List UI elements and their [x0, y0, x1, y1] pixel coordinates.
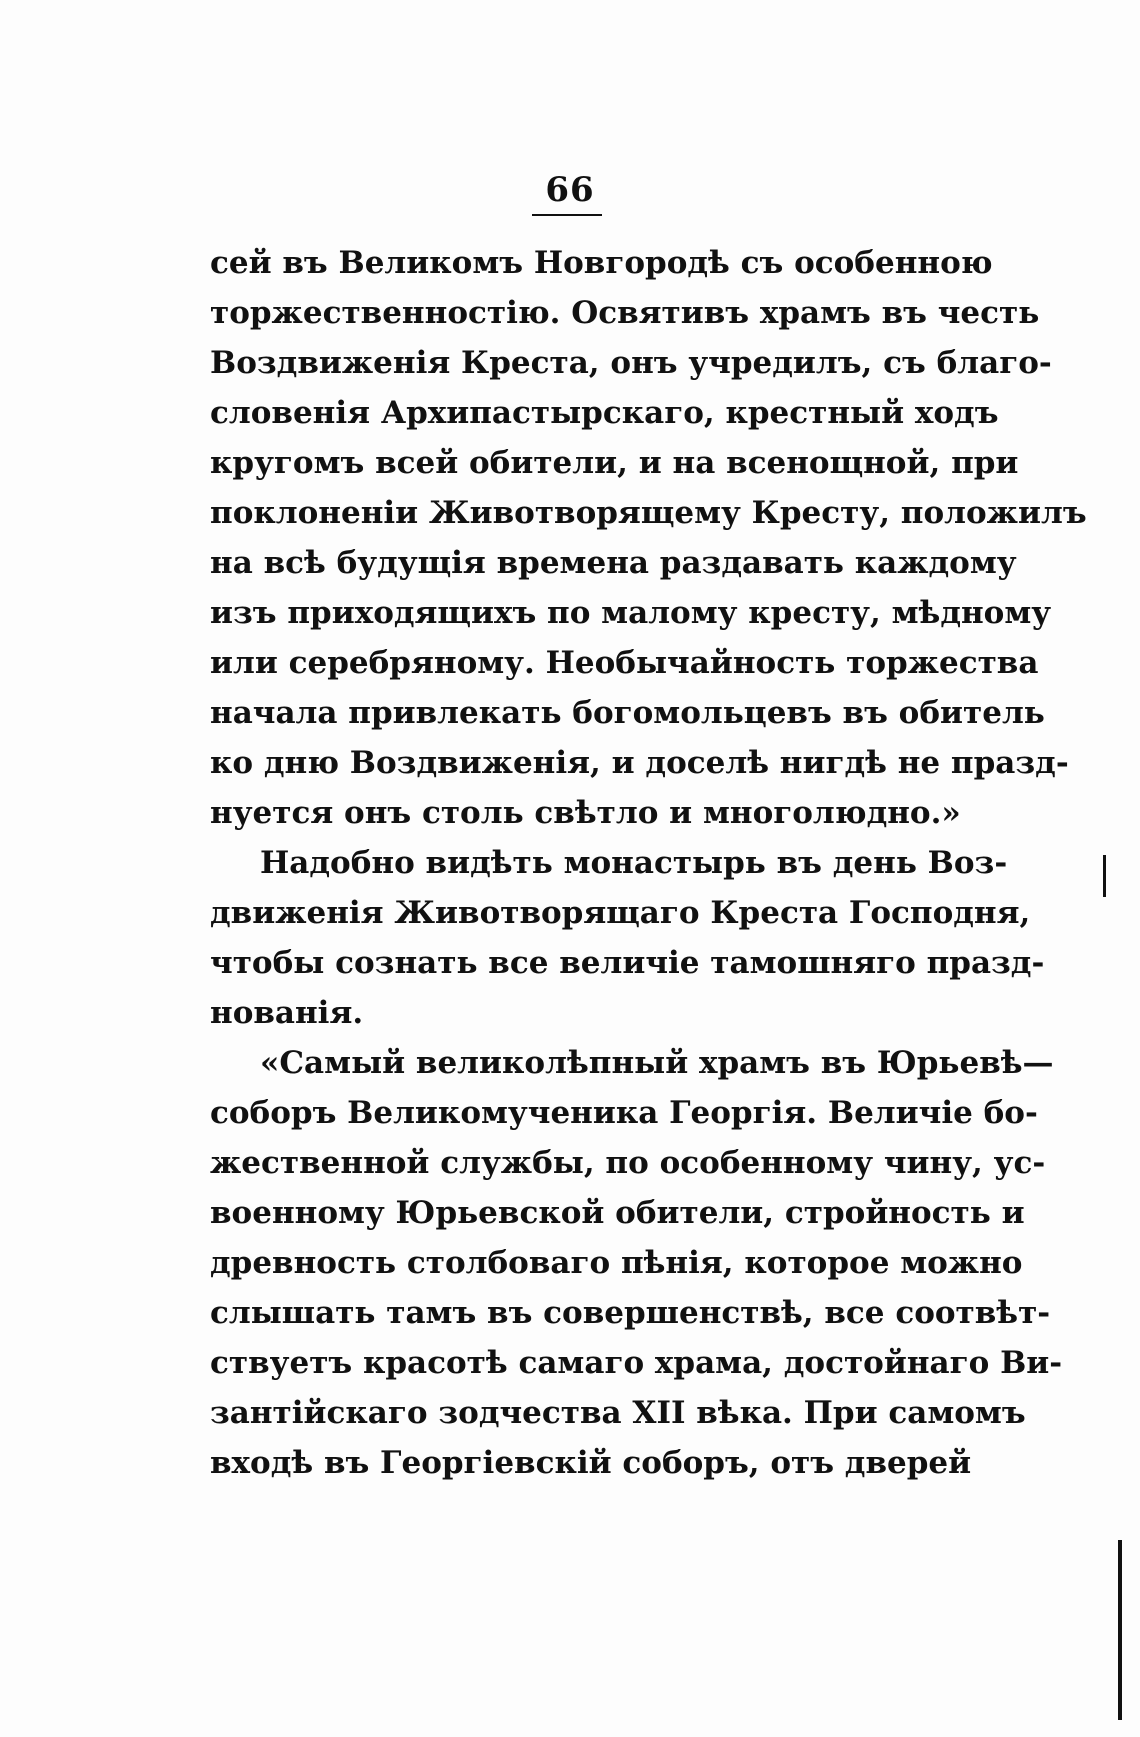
- text-line: древность столбоваго пѣнiя, которое можно: [210, 1245, 1023, 1281]
- text-line: поклоненiи Животворящему Кресту, положилъ: [210, 495, 1087, 531]
- text-line: ко дню Воздвиженiя, и доселѣ нигдѣ не празд-: [210, 745, 1069, 781]
- text-line: жественной службы, по особенному чину, ус-: [210, 1145, 1046, 1181]
- text-line: кругомъ всей обители, и на всенощной, при: [210, 445, 1019, 481]
- text-line: зантiйскаго зодчества XII вѣка. При самомъ: [210, 1395, 1026, 1431]
- paragraph: [210, 838, 1045, 1038]
- text-line: Воздвиженiя Креста, онъ учредилъ, съ благо-: [210, 345, 1052, 381]
- scan-edge-mark: [1118, 1540, 1122, 1720]
- text-line: движенiя Животворящаго Креста Господня,: [210, 895, 1031, 931]
- text-line: «Самый великолѣпный храмъ въ Юрьевѣ—: [260, 1045, 1054, 1081]
- text-line: нованiя.: [210, 995, 364, 1031]
- text-line: нуется онъ столь свѣтло и многолюдно.»: [210, 795, 961, 831]
- text-line: торжественностiю. Освятивъ храмъ въ честь: [210, 295, 1040, 331]
- text-line: словенiя Архипастырскаго, крестный ходъ: [210, 395, 999, 431]
- text-line: изъ приходящихъ по малому кресту, мѣдному: [210, 595, 1052, 631]
- text-line: слышать тамъ въ совершенствѣ, все соотвѣт-: [210, 1295, 1051, 1331]
- text-line: соборъ Великомученика Георгiя. Величiе бо-: [210, 1095, 1038, 1131]
- page-number-rule: [532, 214, 602, 216]
- text-line: на всѣ будущiя времена раздавать каждому: [210, 545, 1017, 581]
- text-line: начала привлекать богомольцевъ въ обитель: [210, 695, 1045, 731]
- text-line: или серебряному. Необычайность торжества: [210, 645, 1039, 681]
- paragraph: [210, 1038, 1063, 1488]
- text-line: чтобы сознать все величiе тамошняго празд-: [210, 945, 1045, 981]
- scan-edge-mark: [1103, 855, 1106, 897]
- body-text: [210, 238, 1087, 1488]
- text-line: ствуетъ красотѣ самаго храма, достойнаго Ви-: [210, 1345, 1063, 1381]
- text-line: военному Юрьевской обители, стройность и: [210, 1195, 1025, 1231]
- paragraph: [210, 238, 1087, 838]
- text-line: входѣ въ Георгiевскiй соборъ, отъ дверей: [210, 1445, 972, 1481]
- text-line: Надобно видѣть монастырь въ день Воз-: [260, 845, 1008, 881]
- text-line: сей въ Великомъ Новгородѣ съ особенною: [210, 245, 993, 281]
- page-number: 66: [545, 170, 595, 210]
